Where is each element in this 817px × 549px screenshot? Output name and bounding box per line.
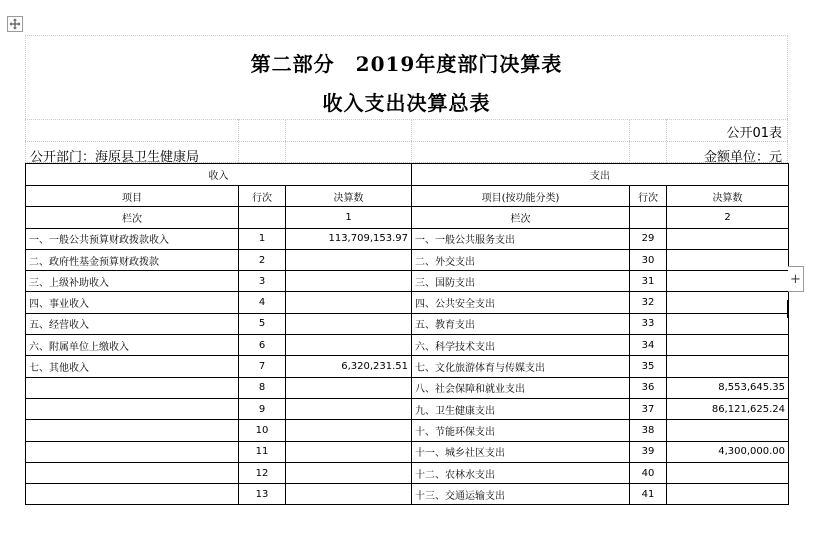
table-cell: 六、附属单位上缴收入 bbox=[26, 335, 239, 356]
table-cell: 9 bbox=[239, 398, 286, 419]
table-cell bbox=[286, 398, 412, 419]
table-cell bbox=[286, 292, 412, 313]
header-gridline bbox=[25, 141, 788, 142]
page-title: 第二部分 2019年度部门决算表 bbox=[250, 52, 563, 76]
table-move-handle[interactable] bbox=[7, 16, 23, 32]
table-cell: 4 bbox=[239, 292, 286, 313]
table-cell: 九、卫生健康支出 bbox=[412, 398, 630, 419]
column-index-cell bbox=[630, 207, 667, 228]
table-cell bbox=[667, 313, 789, 334]
table-cell: 40 bbox=[630, 462, 667, 483]
column-header-row bbox=[26, 186, 789, 207]
table-row bbox=[26, 335, 789, 356]
department-label: 公开部门：海原县卫生健康局 bbox=[30, 150, 200, 165]
plus-icon: + bbox=[790, 271, 801, 287]
table-cell: 31 bbox=[630, 271, 667, 292]
table-cell bbox=[667, 356, 789, 377]
table-cell bbox=[286, 377, 412, 398]
table-cell: 113,709,153.97 bbox=[286, 228, 412, 249]
table-row bbox=[26, 228, 789, 249]
table-cell bbox=[26, 377, 239, 398]
table-cell: 3 bbox=[239, 271, 286, 292]
table-cell: 10 bbox=[239, 420, 286, 441]
table-cell: 二、政府性基金预算财政拨款 bbox=[26, 249, 239, 270]
table-cell: 12 bbox=[239, 462, 286, 483]
column-index-row bbox=[26, 207, 789, 228]
header-gridline bbox=[285, 119, 286, 163]
table-cell bbox=[286, 271, 412, 292]
table-cell: 三、上级补助收入 bbox=[26, 271, 239, 292]
column-header: 决算数 bbox=[667, 186, 789, 207]
table-cell bbox=[26, 462, 239, 483]
add-column-button[interactable] bbox=[788, 266, 804, 292]
table-cell: 五、经营收入 bbox=[26, 313, 239, 334]
table-cell: 十三、交通运输支出 bbox=[412, 484, 630, 505]
income-section-header: 收入 bbox=[26, 164, 412, 186]
table-row bbox=[26, 292, 789, 313]
table-cell: 34 bbox=[630, 335, 667, 356]
column-index-cell: 1 bbox=[286, 207, 412, 228]
table-cell: 2 bbox=[239, 249, 286, 270]
table-cell: 三、国防支出 bbox=[412, 271, 630, 292]
header-gridline bbox=[411, 119, 412, 163]
expense-section-header: 支出 bbox=[412, 164, 789, 186]
header-gridline bbox=[666, 119, 667, 163]
table-cell bbox=[26, 398, 239, 419]
table-row bbox=[26, 420, 789, 441]
table-cell: 11 bbox=[239, 441, 286, 462]
table-cell: 十二、农林水支出 bbox=[412, 462, 630, 483]
form-number: 公开01表 bbox=[726, 126, 782, 141]
table-cell bbox=[667, 335, 789, 356]
table-cell bbox=[667, 462, 789, 483]
table-row bbox=[26, 249, 789, 270]
table-cell: 30 bbox=[630, 249, 667, 270]
table-cell: 四、公共安全支出 bbox=[412, 292, 630, 313]
table-cell: 十、节能环保支出 bbox=[412, 420, 630, 441]
column-index-cell: 栏次 bbox=[26, 207, 239, 228]
table-cell bbox=[667, 249, 789, 270]
table-cell bbox=[667, 292, 789, 313]
table-cell: 七、文化旅游体育与传媒支出 bbox=[412, 356, 630, 377]
column-index-cell: 2 bbox=[667, 207, 789, 228]
column-header: 项目 bbox=[26, 186, 239, 207]
table-cell: 四、事业收入 bbox=[26, 292, 239, 313]
table-cell: 41 bbox=[630, 484, 667, 505]
table-cell: 86,121,625.24 bbox=[667, 398, 789, 419]
column-index-cell bbox=[239, 207, 286, 228]
table-cell: 6 bbox=[239, 335, 286, 356]
table-cell: 32 bbox=[630, 292, 667, 313]
table-cell: 十一、城乡社区支出 bbox=[412, 441, 630, 462]
table-row bbox=[26, 398, 789, 419]
table-cell bbox=[667, 484, 789, 505]
column-header: 行次 bbox=[630, 186, 667, 207]
table-cell: 36 bbox=[630, 377, 667, 398]
table-cell bbox=[26, 441, 239, 462]
header-gridline bbox=[25, 119, 788, 120]
column-index-cell: 栏次 bbox=[412, 207, 630, 228]
table-cell: 13 bbox=[239, 484, 286, 505]
table-cell: 33 bbox=[630, 313, 667, 334]
table-row bbox=[26, 484, 789, 505]
table-cell bbox=[286, 484, 412, 505]
table-cell: 6,320,231.51 bbox=[286, 356, 412, 377]
text-cursor bbox=[787, 300, 789, 318]
table-cell: 38 bbox=[630, 420, 667, 441]
table-cell bbox=[286, 249, 412, 270]
table-cell: 六、科学技术支出 bbox=[412, 335, 630, 356]
table-row bbox=[26, 441, 789, 462]
table-cell: 5 bbox=[239, 313, 286, 334]
table-cell: 8,553,645.35 bbox=[667, 377, 789, 398]
page-subtitle: 收入支出决算总表 bbox=[322, 91, 491, 115]
table-cell: 39 bbox=[630, 441, 667, 462]
table-cell: 1 bbox=[239, 228, 286, 249]
header-gridline bbox=[238, 119, 239, 163]
section-header-row bbox=[26, 164, 789, 186]
table-cell: 一、一般公共服务支出 bbox=[412, 228, 630, 249]
table-cell bbox=[286, 313, 412, 334]
table-cell bbox=[286, 462, 412, 483]
table-cell bbox=[26, 484, 239, 505]
table-cell bbox=[667, 228, 789, 249]
table-row bbox=[26, 462, 789, 483]
table-cell: 二、外交支出 bbox=[412, 249, 630, 270]
table-cell bbox=[286, 420, 412, 441]
table-cell bbox=[26, 420, 239, 441]
header-gridline bbox=[629, 119, 630, 163]
summary-table bbox=[25, 163, 789, 505]
table-cell: 37 bbox=[630, 398, 667, 419]
table-cell: 7 bbox=[239, 356, 286, 377]
table-cell: 一、一般公共预算财政拨款收入 bbox=[26, 228, 239, 249]
table-row bbox=[26, 377, 789, 398]
column-header: 项目(按功能分类) bbox=[412, 186, 630, 207]
table-row bbox=[26, 313, 789, 334]
table-cell: 七、其他收入 bbox=[26, 356, 239, 377]
table-row bbox=[26, 271, 789, 292]
unit-label: 金额单位：元 bbox=[703, 150, 782, 165]
table-cell bbox=[667, 271, 789, 292]
table-cell: 29 bbox=[630, 228, 667, 249]
column-header: 行次 bbox=[239, 186, 286, 207]
table-cell bbox=[286, 335, 412, 356]
column-header: 决算数 bbox=[286, 186, 412, 207]
table-cell: 35 bbox=[630, 356, 667, 377]
table-cell: 八、社会保障和就业支出 bbox=[412, 377, 630, 398]
move-arrows-icon bbox=[9, 18, 21, 30]
table-cell: 8 bbox=[239, 377, 286, 398]
table-cell bbox=[667, 420, 789, 441]
table-cell bbox=[286, 441, 412, 462]
table-row bbox=[26, 356, 789, 377]
table-cell: 4,300,000.00 bbox=[667, 441, 789, 462]
table-cell: 五、教育支出 bbox=[412, 313, 630, 334]
